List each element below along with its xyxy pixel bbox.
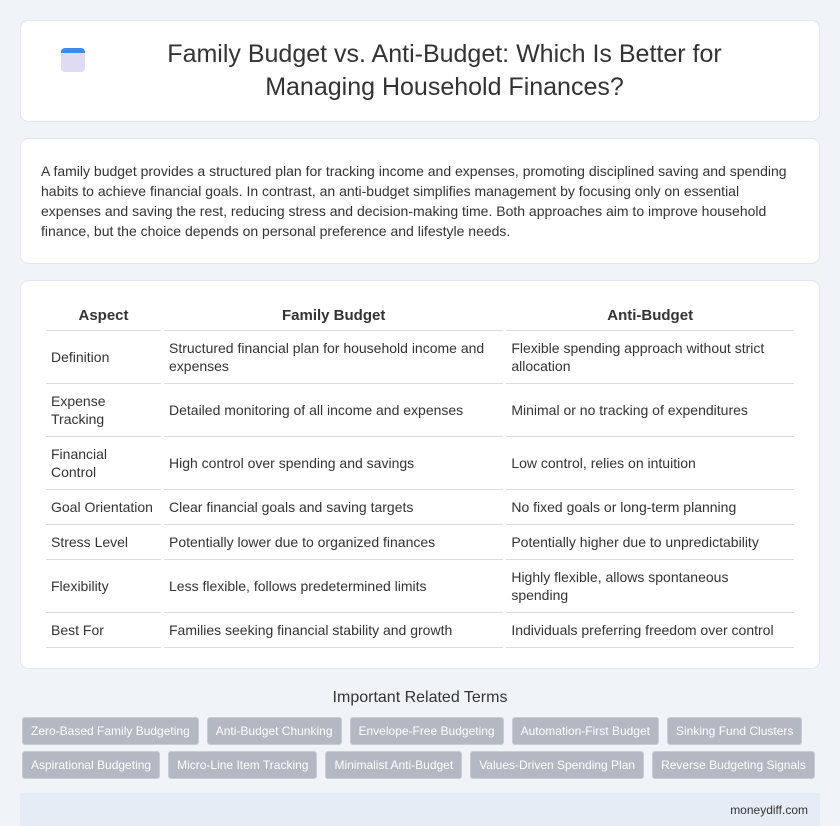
related-terms bbox=[0, 689, 840, 779]
table-row bbox=[46, 384, 794, 437]
anti-budget-cell: Flexible spending approach without strict allocation bbox=[506, 331, 794, 384]
comparison-table bbox=[43, 301, 797, 648]
header-family-budget: Family Budget bbox=[164, 301, 503, 331]
table-row bbox=[46, 613, 794, 648]
site-name: moneydiff.com bbox=[730, 802, 808, 817]
related-title: Important Related Terms bbox=[332, 689, 508, 706]
footer bbox=[20, 793, 820, 826]
family-budget-cell: Potentially lower due to organized finances bbox=[164, 525, 503, 560]
related-tag[interactable]: Sinking Fund Clusters bbox=[667, 717, 802, 745]
aspect-cell: Goal Orientation bbox=[46, 490, 161, 525]
aspect-cell: Stress Level bbox=[46, 525, 161, 560]
related-tag[interactable]: Automation-First Budget bbox=[512, 717, 659, 745]
related-tag[interactable]: Anti-Budget Chunking bbox=[207, 717, 342, 745]
table-row bbox=[46, 525, 794, 560]
comparison-table-card bbox=[20, 280, 820, 669]
header bbox=[20, 20, 820, 122]
intro bbox=[20, 138, 820, 264]
table-row bbox=[46, 560, 794, 613]
related-tag[interactable]: Minimalist Anti-Budget bbox=[325, 751, 462, 779]
anti-budget-cell: No fixed goals or long-term planning bbox=[506, 490, 794, 525]
table-row bbox=[46, 437, 794, 490]
related-tag[interactable]: Reverse Budgeting Signals bbox=[652, 751, 815, 779]
aspect-cell: Definition bbox=[46, 331, 161, 384]
aspect-cell: Flexibility bbox=[46, 560, 161, 613]
related-tag[interactable]: Envelope-Free Budgeting bbox=[350, 717, 504, 745]
family-budget-cell: Clear financial goals and saving targets bbox=[164, 490, 503, 525]
anti-budget-cell: Potentially higher due to unpredictability bbox=[506, 525, 794, 560]
intro-text: A family budget provides a structured plan for tracking income and expenses, promoting disciplined saving and spending habits to achieve financial goals. In contrast, an anti-budget simplifies management by focusing only on essential expenses and saving the rest, reducing stress and decision-making time. Both approaches aim to improve household finance, but the choice depends on personal preference and lifestyle needs. bbox=[41, 163, 787, 239]
family-budget-cell: Less flexible, follows predetermined limits bbox=[164, 560, 503, 613]
header-aspect: Aspect bbox=[46, 301, 161, 331]
aspect-cell: Best For bbox=[46, 613, 161, 648]
related-tag[interactable]: Micro-Line Item Tracking bbox=[168, 751, 317, 779]
table-row bbox=[46, 331, 794, 384]
aspect-cell: Expense Tracking bbox=[46, 384, 161, 437]
anti-budget-cell: Minimal or no tracking of expenditures bbox=[506, 384, 794, 437]
anti-budget-cell: Highly flexible, allows spontaneous spending bbox=[506, 560, 794, 613]
family-budget-cell: Families seeking financial stability and growth bbox=[164, 613, 503, 648]
header-anti-budget: Anti-Budget bbox=[506, 301, 794, 331]
related-tag[interactable]: Values-Driven Spending Plan bbox=[470, 751, 644, 779]
family-budget-cell: Structured financial plan for household income and expenses bbox=[164, 331, 503, 384]
related-tag[interactable]: Aspirational Budgeting bbox=[22, 751, 160, 779]
page-title: Family Budget vs. Anti-Budget: Which Is Better for Managing Household Finances? bbox=[167, 40, 722, 101]
aspect-cell: Financial Control bbox=[46, 437, 161, 490]
related-tag[interactable]: Zero-Based Family Budgeting bbox=[22, 717, 199, 745]
anti-budget-cell: Low control, relies on intuition bbox=[506, 437, 794, 490]
calendar-icon bbox=[61, 48, 85, 72]
anti-budget-cell: Individuals preferring freedom over control bbox=[506, 613, 794, 648]
family-budget-cell: High control over spending and savings bbox=[164, 437, 503, 490]
family-budget-cell: Detailed monitoring of all income and expenses bbox=[164, 384, 503, 437]
table-row bbox=[46, 490, 794, 525]
